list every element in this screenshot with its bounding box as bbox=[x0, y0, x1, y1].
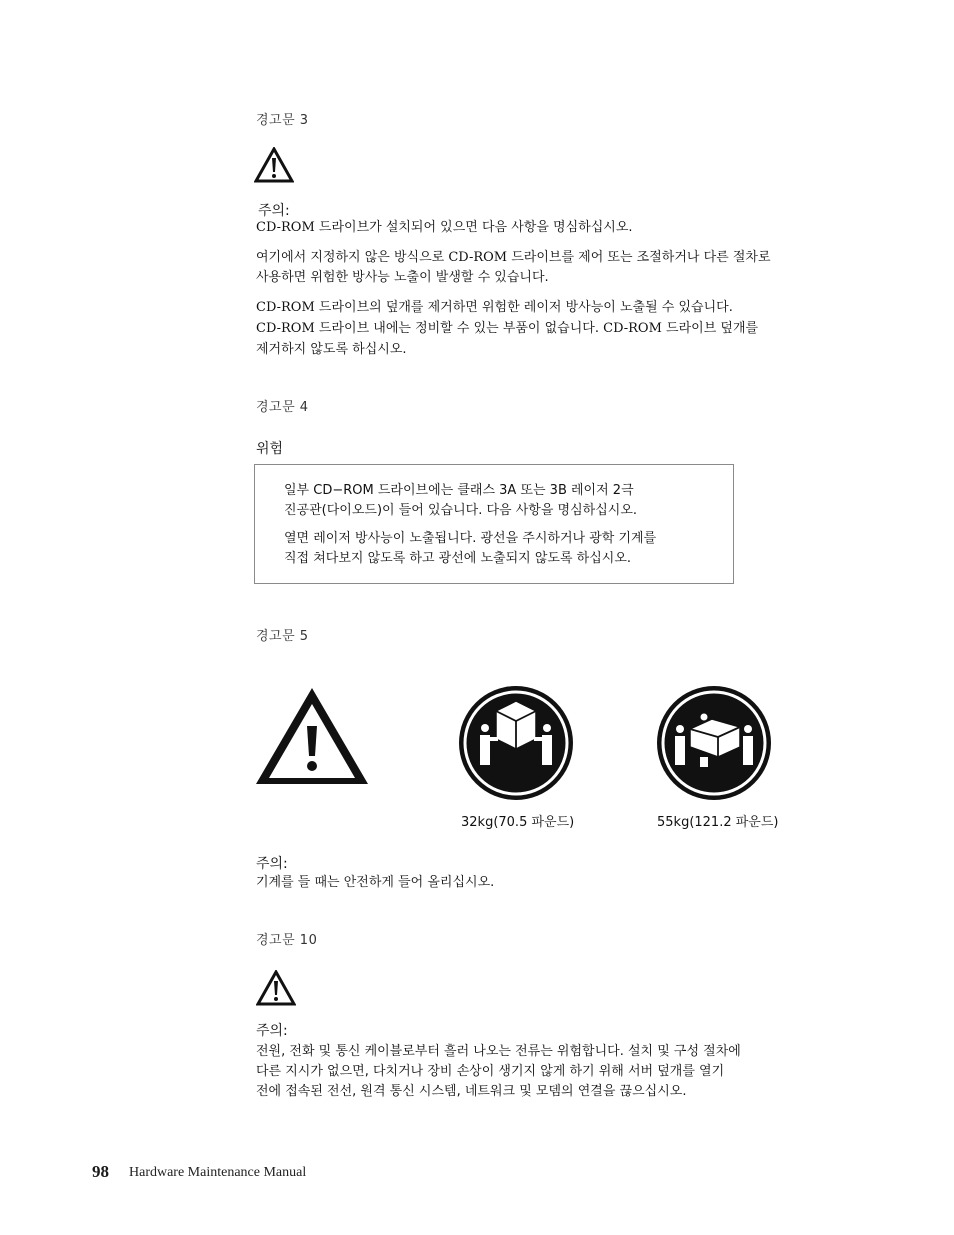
statement-5-label: 경고문 5 bbox=[256, 629, 309, 644]
text-run: 드라이브 내에는 정비할 수 있는 부품이 없습니다. bbox=[314, 321, 604, 336]
text-run: 드라이브가 설치되어 있으면 다음 사항을 명심하십시오. bbox=[314, 220, 633, 235]
statement-3-paragraph-2-line-2: 사용하면 위험한 방사능 노출이 발생할 수 있습니다. bbox=[256, 270, 549, 285]
cd-rom-term: CD-ROM bbox=[256, 220, 315, 235]
statement-3-paragraph-3-line-2 bbox=[256, 319, 758, 339]
statement-3-paragraph-1 bbox=[256, 218, 633, 238]
statement-3-label: 경고문 3 bbox=[256, 113, 309, 128]
text-run: 여기에서 지정하지 않은 방식으로 bbox=[256, 250, 449, 265]
cd-rom-term: CD-ROM bbox=[256, 300, 315, 315]
statement-3-paragraph-2-line-1 bbox=[256, 248, 771, 268]
statement-4-heading: 위험 bbox=[256, 441, 284, 457]
statement-3-paragraph-3-line-1 bbox=[256, 298, 733, 318]
statement-10-heading: 주의: bbox=[256, 1023, 288, 1039]
statement-10-line-2: 다른 지시가 없으면, 다치거나 장비 손상이 생기지 않게 하기 위해 서버 덮개를 열기 bbox=[256, 1064, 725, 1079]
two-person-lift-icon bbox=[458, 685, 574, 801]
statement-10-line-1: 전원, 전화 및 통신 케이블로부터 흘러 나오는 전류는 위험합니다. 설치 및 구성 절차에 bbox=[256, 1044, 741, 1059]
statement-5-heading: 주의: bbox=[256, 856, 288, 872]
manual-title: Hardware Maintenance Manual bbox=[129, 1165, 307, 1180]
large-warning-triangle-icon bbox=[254, 686, 370, 786]
danger-box-line-4: 직접 쳐다보지 않도록 하고 광선에 노출되지 않도록 하십시오. bbox=[284, 551, 632, 566]
statement-5-text: 기계를 들 때는 안전하게 들어 올리십시오. bbox=[256, 875, 495, 890]
statement-3-heading: 주의: bbox=[258, 203, 290, 219]
statement-10-label: 경고문 10 bbox=[256, 933, 318, 948]
statement-10-line-3: 전에 접속된 전선, 원격 통신 시스템, 네트워크 및 모뎀의 연결을 끊으십시오. bbox=[256, 1084, 687, 1099]
statement-3-paragraph-3-line-3: 제거하지 않도록 하십시오. bbox=[256, 342, 407, 357]
three-person-weight-caption: 55kg(121.2 파운드) bbox=[657, 815, 779, 830]
page-number: 98 bbox=[92, 1162, 109, 1181]
danger-box-line-1: 일부 CD−ROM 드라이브에는 클래스 3A 또는 3B 레이저 2극 bbox=[284, 483, 634, 498]
caution-triangle-icon bbox=[256, 970, 296, 1006]
text-run: 드라이브를 제어 또는 조절하거나 다른 절차로 bbox=[507, 250, 771, 265]
cd-rom-term: CD-ROM bbox=[448, 250, 508, 265]
three-person-lift-icon bbox=[656, 685, 772, 801]
danger-box-line-2: 진공관(다이오드)이 들어 있습니다. 다음 사항을 명심하십시오. bbox=[284, 503, 638, 518]
danger-box-line-3: 열면 레이저 방사능이 노출됩니다. 광선을 주시하거나 광학 기계를 bbox=[284, 531, 657, 546]
cd-rom-term: CD-ROM bbox=[256, 321, 315, 336]
statement-4-label: 경고문 4 bbox=[256, 400, 309, 415]
cd-rom-term: CD-ROM bbox=[603, 321, 662, 336]
text-run: 드라이브 덮개를 bbox=[661, 321, 759, 336]
caution-triangle-icon bbox=[254, 147, 294, 183]
two-person-weight-caption: 32kg(70.5 파운드) bbox=[461, 815, 575, 830]
text-run: 드라이브의 덮개를 제거하면 위험한 레이저 방사능이 노출될 수 있습니다. bbox=[314, 300, 733, 315]
